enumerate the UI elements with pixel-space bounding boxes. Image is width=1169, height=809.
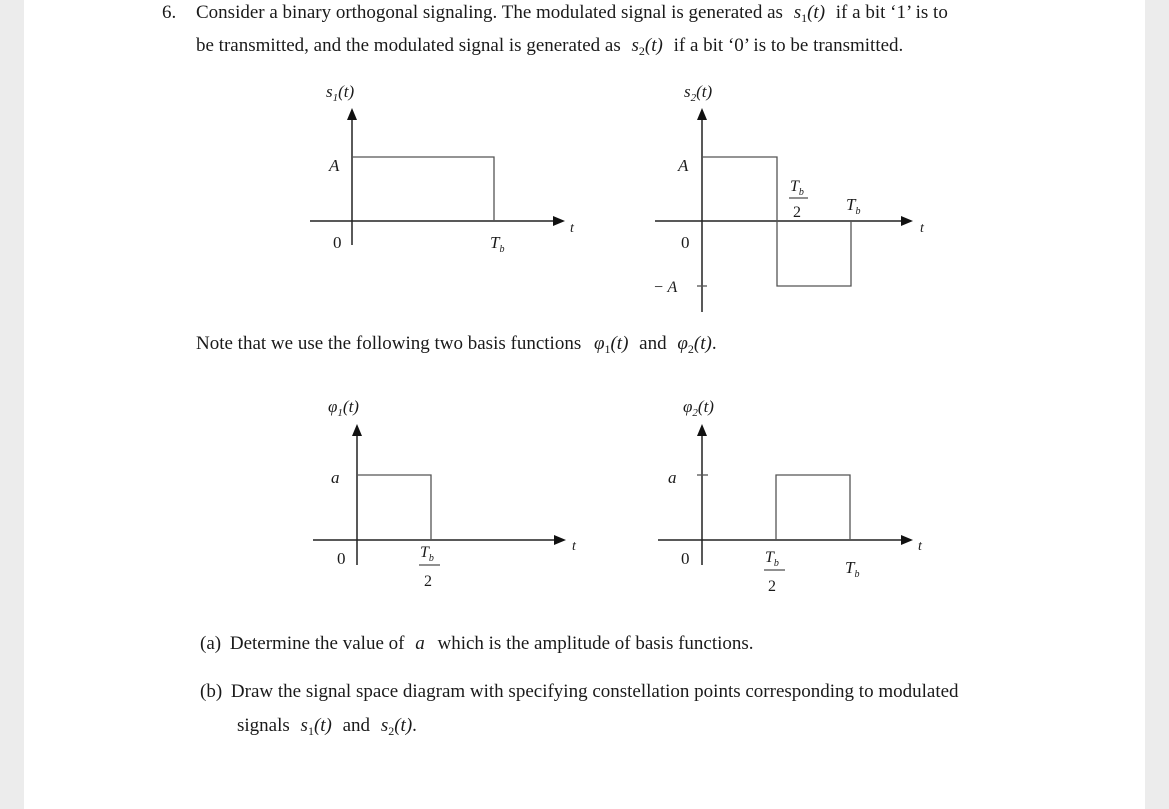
part-a-label: (a) [200,633,222,654]
phi1-amp-label: a [331,468,340,487]
phi2-graph-title: $\varphi_2(t)$ [683,397,714,419]
part-a-var: a [415,633,425,654]
phi2-y-arrow [697,424,707,436]
s1-y-arrow [347,108,357,120]
phi1-t-label: t [572,539,576,554]
graph-s2 [653,82,925,312]
phi2-t-label: t [918,539,922,554]
s2-graph-title: $s_2(t)$ [684,82,713,104]
s1-graph-title: $s_1(t)$ [326,82,355,104]
part-b-line-2: signals $s_1(t)$ and $s_2(t)$. [237,715,417,738]
phi1-graph-title: $\varphi_1(t)$ [328,397,359,419]
phi1-y-arrow [352,424,362,436]
phi1-half-num: $T_b$ [420,544,434,564]
s2-y-arrow [697,108,707,120]
s1-t-label: t [570,221,574,236]
question-number: 6. [162,2,177,23]
phi1-x-arrow [554,535,566,545]
graph-phi1 [313,397,577,590]
phi1-pulse [357,475,431,540]
phi2-origin-label: 0 [681,549,690,568]
s2-neg-amp-label: − A [653,279,678,296]
graph-s1 [310,82,575,255]
s2-x-arrow [901,216,913,226]
part-b-s1: $s_1(t)$ [300,715,332,738]
s2-origin-label: 0 [681,233,690,252]
s1-amp-label: A [329,156,340,175]
graph-phi2 [658,397,923,595]
part-b-label: (b) [200,681,223,702]
phi1-symbol: $\varphi_1(t)$ [593,333,629,356]
s2-symbol: $s_2(t)$ [631,35,663,58]
s2-amp-label: A [678,156,689,175]
phi2-half-num: $T_b$ [765,549,779,569]
part-b: (b) Draw the signal space diagram with specifying constellation points corresponding to modulated [200,681,959,702]
s1-symbol: $s_1(t)$ [793,2,826,25]
phi1-half-den: 2 [424,573,432,590]
question-line-1: Consider a binary orthogonal signaling. The modulated signal is generated as $s_1(t)$ if a bit ‘1’ is to [196,2,948,25]
question-line-2: be transmitted, and the modulated signal is generated as $s_2(t)$ if a bit ‘0’ is to be transmitted. [196,35,904,58]
phi1-origin-label: 0 [337,549,346,568]
s2-half-den: 2 [793,204,801,221]
s2-half-num: $T_b$ [790,178,804,198]
s1-tb-label: $T_b$ [490,233,505,255]
s1-x-arrow [553,216,565,226]
basis-note: Note that we use the following two basis functions $\varphi_1(t)$ and $\varphi_2(t)$. [196,333,717,356]
part-b-s2: $s_2(t)$ [380,715,413,738]
phi2-amp-label: a [668,468,677,487]
s2-t-label: t [920,221,924,236]
phi2-tb-label: $T_b$ [845,558,860,580]
phi2-pulse [776,475,850,540]
s1-pulse [352,157,494,221]
phi2-symbol: $\varphi_2(t)$ [677,333,712,356]
s1-origin-label: 0 [333,233,342,252]
s2-tb-label: $T_b$ [846,195,861,217]
phi2-x-arrow [901,535,913,545]
part-a: (a) Determine the value of a which is the amplitude of basis functions. [200,633,754,654]
phi2-half-den: 2 [768,578,776,595]
